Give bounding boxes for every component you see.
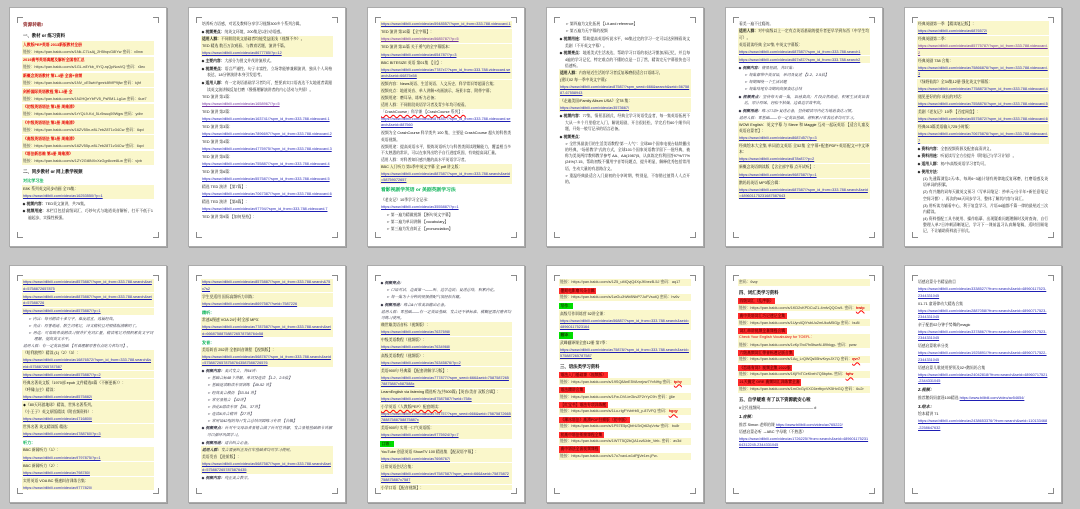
text-line: 英语晨读经典 全37集 中英文字幕版： [738,41,870,48]
document-page-2 [188,7,346,247]
bullet-item: ◆ 适用人群：有一定英语基础学习者均可，想要真实口语表达不太地道者需跟读英文演讲稿反复打磨（慢慢理解演讲者的内心活动与共情）。 [201,80,333,93]
document-page-7 [9,265,167,503]
bullet-item: ◆ 视频亮点：针对中文母语者易错音做了针对性讲解，发音易错基础细节讲解可以循环巩固学习。 [201,425,333,438]
numbered-item: (2) 有兴趣的词每天做英文预习（写单词笔记：抄单元/分半年+新任意笔记空间习惯）、再次的98天同步学习，整体了解其内容与词汇。 [923,190,1048,201]
text-line: 01-71 童谣律动大精选合集 [918,301,963,306]
text-line: WOW English：英文字幕 与 Steve 和 Maggie 互动一起玩英语 【适合儿童及英语启蒙者】： [739,122,869,134]
resource-title-red: 《中级英语语法 第2册 周维清》 [22,120,154,127]
password-value: qvr7 [852,357,861,362]
hyperlink[interactable]: https://www.bilibili.com/video/av867x87/?spm_id_from=333.788.search2 [738,56,870,63]
resource-title-red: 《初级英语语法 第1册 周维清》 [22,104,154,111]
red-highlight-title: 高中语法全套视频课程 [560,447,599,452]
text-line: 鹅妈妈英语 MP3版合辑： [738,179,870,186]
text-line: 适用人群：零基础——有一定英语基础、想积累日常表达者均可学习。 [739,115,857,120]
document-page-8 [188,265,346,503]
sub-bullet-item: ➢ 亮点：原著地道、附生词笔记，译文精校且对照排版清晰明了。 [28,323,154,330]
sub-bullet-item: ➢ 连读&吞音精讲 【27讲】 [207,410,333,417]
text-line: 精选 TED 演讲 【第7篇】： [202,184,250,189]
hyperlink[interactable]: https://www.bilibili.com/video/av7x4757/?spm_seed=666&seid=7587587266578887588758875887x [381,411,511,423]
audience-line: 适用人群：对中高级以上一定有点英语基础的提升者更早学到东西（中学生均可）。 [739,29,870,40]
resource-title-red: 2019高考英语真题及解析全国卷汇总 [22,57,154,64]
text-line: BBC 新闻听力（1）： [22,447,154,454]
hyperlink[interactable]: https://www.bilibili.com/video/av4775975/?spm_id_from=333.788.videocard.3 [202,146,332,151]
resource-title-red: 剑桥国际英语教程 第1-3册 全 [22,88,154,95]
sub-bullet-item: ➢ 浊化&弱读专项 【35、37讲】 [207,403,333,410]
text-line: BBC 入门听力 第1季中英文字幕 全 pdf 讲义版： [380,164,512,171]
text-line: #全民视频网—————————————— # [739,406,817,411]
page-text-area [22,279,154,490]
hyperlink[interactable]: https://www.bilibili.com/video/av687587/?spm_id_from=333.788.search1 [738,48,870,55]
hyperlink[interactable]: https://www.bilibili.com/video/av9775924/?p=7 [380,432,512,439]
hyperlink[interactable]: https://www.bilibili.com/video/av9777820/ [22,484,154,490]
password-value: hwlp [855,305,865,310]
link-password-line: 链接：https://pan.baidu.com/s/1Aq_LrQWQs55hvKryvJX7Q 密码：qvr7 [738,356,870,363]
text-line: 语感启蒙儿歌使用要领及02+鹅妈妈合集 [918,365,986,370]
text-line: YouTube 创意英语 ShowTV 100 精选集 【配双语字幕】： [380,448,512,455]
audience-line: 适用人群：不同阶段英文基础者均能受益匪浅（视频不多）。 [201,36,333,43]
text-line: 世界名著 英文精读版 精选： [22,424,154,431]
text-line: 美语900句 经典篇 【配套讲解学习版】： [380,367,512,374]
hyperlink[interactable]: https://www.bilibili.com/video/av85775787/?spm_id_from=333.788.videocard.2 [918,44,1048,55]
hyperlink[interactable]: https://www.bilibili.com/video/av76345876/?p=2 [380,359,512,366]
bullet-item: ◆ 视频亮点：坚持每天看一集，语感真高；片段自然地道，积累生活英语表达，原汁原味，轻松不枯燥，边看边学效率高。 [738,93,870,106]
hyperlink[interactable]: https://www.bilibili.com/video/av8687d57/?p=3 [738,135,870,142]
text-line: 经典名著英文版（1970部 epub 文件精选5篇（不断更新））： [22,379,154,386]
section-heading: 五、自学疑难 有了以下资源就安心啦 [739,396,811,402]
text-line: 培养听力语感，对话及教师分享学习视频300多个系列合辑。 [202,22,304,27]
text-line: 语感启蒙分书精品曲目 [918,280,956,285]
bullet-item: ◆ 资料内容：全套视频资源及配套高清讲义。 [917,145,1049,152]
link-password-line: 链接：https://pan.baidu.com/s/1P57E5pQbfrU3rQr62qVvlw 密码：bu8r [559,423,691,430]
sub-bullet-item: ➢ 每一集为十分钟的视频搭配气氛轻松有趣。 [386,294,512,301]
sub-bullet-item: ➢ 用途：可帮助养成精读习惯并扩充词汇量，精读笔记对照积累英文字词理解，提高英文水平。 [28,330,154,343]
text-line: 适用人群：零基础——有一定英语基础、发音还不够标准、模糊还需打磨者均可练习使用。 [381,310,511,321]
link-password-line: 链接：https://pan.baidu.com/s/1NJHQeYbFV5_PsRM1-Lg1w 密码：6ue7 [22,95,154,102]
text-line: 语感启蒙必听 →ABC 字母歌（不熟悉） [739,429,806,434]
page-text-area [738,21,870,234]
text-line: 经典英剧第一季 【精读笔记版】： [917,21,1049,28]
inline-hyperlink[interactable]: https://www.bilibili.com/video/av765222/ [775,422,843,427]
hyperlink[interactable]: https://www.bilibili.com/video/av1726225/?from=search&seid=48960117523164312245-2344331045 [739,437,869,448]
hyperlink[interactable]: https://www.bilibili.com/video/av24042818/?from=search&seid=48960717521-2344331045 [918,372,1048,383]
hyperlink[interactable]: https://www.bilibili.com/video/av6876572/ [917,28,1049,35]
hyperlink[interactable]: https://www.bilibili.com/video/av557587/?spm_id_from=333.788.videocard.5 [202,176,330,181]
sub-bullet-item: ➢ 第五遍为无字幕的视频 [565,28,691,35]
hyperlink[interactable]: https://www.bilibili.com/video/av878x87/?p=2 [738,156,870,163]
document-page-5 [725,7,883,247]
green-subheading: 听力： [23,439,36,445]
page-text-area [917,279,1049,490]
text-line: TED 精选 数百万次观看、与教育话题，演讲千篇。 [201,43,333,50]
link-password-line: 链接：https://pan.baidu.com/s/1wGuJhWr8NbP7JuFVsutQ 密码：hv6v [559,294,691,301]
password-value: hgqy [668,409,678,414]
hyperlink[interactable]: https://www.bilibili.com/video/av8677785/?p=12 [201,50,333,57]
hyperlink[interactable]: https://www.bilibili.com/video/av2438653376/?from=search&seid=110133468-2258647632 [918,419,1048,430]
hyperlink[interactable]: https://www.bilibili.com/video/av7896697/?spm_id_from=333.788.videocard.2 [202,131,332,136]
hyperlink[interactable]: https://www.bilibili.com/video/av874857/?spm_id_from=333.788.videocard.search&seid=887560 [381,117,511,128]
hyperlink[interactable]: https://www.bilibili.com/video/av8575887/?spm_id_from=333.788.search&75x7s2 [201,279,333,292]
sub-bullet-item: ➢ 基础连读略读专项训练 【49-52 讲】 [207,382,333,389]
hyperlink[interactable]: https://www.bilibili.com/video/av8575887/?p=1 [22,308,154,315]
sub-bullet-item: ➢ 常用语42组的每日发音总结巩固练习专项 【合辑】 [207,417,333,424]
hyperlink[interactable]: https://www.bilibili.com/video/av7787587/?spm_id_from=333.788.search&seid=666875887588726578758764x58 [201,324,333,337]
hyperlink[interactable]: https://www.bilibili.com/video/av755887/?spm_id_from=333.788.videocard.4 [202,161,330,166]
text-line: BBC BITESIZE 英语 第01集 【全】： [380,59,512,66]
bullet-item: ◆ 视频用途：练音&日常美语输出必备。 [380,302,512,309]
hyperlink[interactable]: https://www.bilibili.com/video/av97587587/?spm_seed=666&seid=75875872758875887x7587 [380,470,512,483]
red-highlight-title: 【红宝书】语法专项训练题 [560,402,607,407]
bullet-item: ◆ 视频内容：美式发音，共54讲： [201,368,333,375]
document-page-12 [904,265,1062,503]
hyperlink[interactable]: https://www.bilibili.com/video/av7637698/ [380,329,512,336]
text-line: TED 演讲 第4篇： [202,139,233,144]
hyperlink[interactable]: https://www.bilibili.com/video/av4716800/ [22,415,154,422]
text-line: 《老友记》10季学习全记录： [381,197,431,202]
red-highlight-title: 语法精讲合集 [560,387,584,392]
text-line: 视频用途：磨耳朵、练听力必备； [380,95,512,102]
bullet-item: ◆ 资料用途：听说读写全方位提升（附笔记与学习计划）。 [917,153,1049,160]
link-password-line: 链接：https://pan.baidu.com/s/1vKp7bd7fn5tswN-89hkgy- 密码：pwsr [738,341,870,348]
green-section-title: 看影视剧学英语 or 美剧英剧学习法 [381,187,456,193]
section-heading: 二、同步教材 or 网上教学视频 [23,168,83,174]
bullet-item: ◆ 视频用途：适合纠音必备。 [201,439,333,446]
link-password-line: 链接：https://pan.baidu.com/s/1Fw-DVLieGkvZF2rYyC9h 密码：jj6e [559,393,691,400]
red-highlight-title: 词汇串讲视频全套课程合辑 [739,328,786,333]
text-line: 经典英剧 738 合集： [917,57,1049,64]
green-highlight-label: 翻译： [560,333,572,338]
sub-bullet-item: ➢ 内容：每刊精读十多万字，难度适宜，选篇经典。 [28,316,154,323]
text-line: 高级写作训练营 52讲全课： [559,310,691,317]
red-highlight-title: 《薄冰语法》高清PDF扫描版（初中版） [560,417,629,422]
hyperlink[interactable]: https://www.bilibili.com/video/av8575887/?spm_id_from=333.788.search&seid=5758872657875 [22,279,154,292]
bullet-item: ◆ 适用人群：初/中/高级英语学习者均可。 [917,161,1049,168]
link-password-line: 链接：https://pan.baidu.com/s/1Lu-rIgFYvbfrb5_y-87VFQ 密码：hgqy [559,408,691,415]
hyperlink[interactable]: https://www.bilibili.com/video/av16876572/?spm_id_from=333.788.search&seid=575887265787587 [22,357,154,370]
text-line: 《小王子》英文原版精读（附音频资料）： [22,408,154,415]
inline-hyperlink[interactable]: https://www.bilibili.com/video/av54654/ [959,395,1025,400]
bullet-item: ◆ 视频亮点： [559,133,691,140]
link-password-line: 链接：https://pan.baidu.com/s/1NV_cE5wbYgmrk8fVfP9jfw 密码：kjhf [22,80,154,87]
resource-title-red: 《语法新思维 第4册 周维清》 [22,151,154,158]
hyperlink[interactable]: https://www.bilibili.com/video/av70675876/?spm_id_from=333.788.videocard.7 [918,132,1048,143]
resource-title-red: 新概念英语教材 第1-4册 全套+音频 [22,73,154,80]
text-line-with-link: 推荐鹅妈妈童谣100精选 https://www.bilibili.com/video/av54654/ [918,395,1025,400]
sub-bullet-item: ➢ 第四遍为文化拓展 【Lit.and reference】 [565,21,691,28]
sub-bullet-item: ➢ 每集结尾有当期的高频表达总结 [744,86,870,93]
numbered-item: ➢ 重温经典最适合入门最初的分享时期，特别是，不容错过值得人人点开的。 [565,173,690,184]
hyperlink[interactable]: https://www.bilibili.com/video/av8697587/?seid=7587226 [201,300,333,307]
green-subheading: 发音： [202,339,215,345]
hyperlink[interactable]: https://www.bilibili.com/video/av8875887/?spm_id_from=333.788.search&seid=57588726 [22,293,154,306]
hyperlink[interactable]: https://www.bilibili.com/video/av687587/?spm_id_from=333.788.search&seid=489601175231687587643 [738,186,870,199]
hyperlink[interactable]: https://www.bilibili.com/video/av87587587/?seid=758x [380,396,512,403]
hyperlink[interactable]: https://www.bilibili.com/video/av8575882/ [22,393,154,400]
page-text-area [738,279,870,490]
document-page-10 [546,265,704,503]
text-line: 视频为全 CrashCourse 科学类共 100 集，主要是 CrashCourse 超火的科普类英语视频。 [381,131,511,142]
section-heading: 四、词汇类学习资料 [739,289,779,295]
red-highlight-title: 六级高频词汇带音标速记版合集 [739,350,793,355]
link-password-line: 链接：https://pan.baidu.com/s/1Uyn4QiYsbUu2mUkuM5Gjy 密码：bu8i [738,319,870,326]
hyperlink[interactable]: https://www.bilibili.com/video/av9687587/?p=1 [738,171,870,178]
sub-bullet-item: ➢ 基础音标48个讲解，单词及连读 【1.2、2.5倍】 [207,375,333,382]
spellcheck-underlined-line: 「CrashCourse」科学课 【CrashCourse 系列】： [381,109,466,114]
hyperlink[interactable]: https://www.bilibili.com/video/av777877/?spm_seed=666&seid=758758726578875887x587588x [380,374,512,387]
text-line: 绘本精讲 71 [918,412,939,417]
link-password-line: 链接：https://pan.baidu.com/s/1GL-n8Ykb_9YQ-rqQpNcsVQ 密码：r3ec [22,64,154,71]
link-password-line: 密码：6vqr [738,279,870,286]
sub-bullet-item: ➢ 每期围绕一个生活话题 [744,78,870,85]
hyperlink[interactable]: https://www.bilibili.com/video/av7067387/?spm_id_from=333.788.videocard.6 [202,191,332,196]
text-line: 美语发音 【进阶版】： [201,453,333,460]
sub-bullet-item: ➢ 第二遍为单词讲解 【vocabulary】 [386,219,512,226]
text-line: 学生党适用 国际高频听力训练： [201,293,333,300]
hyperlink[interactable]: https://www.bilibili.com/video/av1658967/?p=5 [202,101,280,106]
numbered-item: (1) 先通篇浏览2天/本，每周6~3遍计划有规律地反复琢磨，打磨语感及英语单词的积累。 [923,177,1048,188]
text-line: 美语纠音 252讲 全套纠音课程 【视频版】： [201,347,333,354]
hyperlink[interactable]: https://www.bilibili.com/video/av163741/?spm_id_from=333.788.videocard.1 [202,116,330,121]
hyperlink[interactable]: https://www.bilibili.com/video/av9797875/?p=1 [22,454,154,461]
link-password-line: 链接：https://pan.baidu.com/s/17o7vavLw1dPjjVe1er-jPw- [559,453,691,460]
red-highlight-title: 暑期电影磨耳朵合辑 [560,288,595,293]
text-line: 视频用途：提高英语水平，锻炼英语听力与科普类阅读理解能力，覆盖相当多不太熟悉的常识，可以在家列出给予自行进度巩固，有效提高词汇量。 [381,144,511,155]
page-text-area [917,21,1049,234]
text-line: 适用人群：有一定英语基础 【对看理解原著有点吃力者均可】。 [23,344,131,349]
document-page-9 [367,265,525,503]
doc-title: 资源转载! [23,22,43,28]
hyperlink[interactable]: https://www.bilibili.com/video/av3555887/?p=1 [381,204,459,209]
text-line: 《走遍美国/Family Album USA》全78 集： [559,98,691,105]
text-line: 高级美语教程（视频版）： [380,352,512,359]
text-line: 视频内容：News英语、生活英语、人文历史、科学常识等超清合集； [380,80,512,87]
text-line: E8K 系列英文同步动画 全75集： [22,185,154,192]
text-line: 美剧《老友记》10季 【百度网盘】： [917,109,1049,116]
text-line: TED 演讲 第3篇： [202,124,233,129]
hyperlink[interactable]: https://www.bilibili.com/video/av75866876/?spm_id_from=333.788.videocard.3 [918,65,1048,77]
bold-label: 1.音频： [739,414,756,420]
numbered-item: ➢ 全世界最流行的生活美语教程“第一人气”：全球80个国家电视台陆续播出的经典，“场景教学”式的方式，全球101个国家英语教学留下一批经典，被称为美英两岸教师教学参考 AA、AA(1987)5，认真练完有利回答97%/77%(24%)7.15，帮助初级不懂用字音等问题点，提升明显，解释优秀包括常用语，生动大量的有思路含义。 [565,141,690,171]
text-line: 赖世雄美语音标（视频版）： [380,322,512,329]
text-line: TED 演讲 第5篇： [202,154,233,159]
link-password-line: 链接：https://pan.baidu.com/s/1rYQL9-Kd_5Lr5wuq59Wgw 密码：ydbr [22,111,154,118]
section-heading: 三、语法类学习资料 [560,363,600,369]
link-password-line: 链接：https://pan.baidu.com/s/16ZV55p-e8L7eb28T1v34Cw 密码：6qvl [22,142,154,149]
bullet-item: ◆ 视频用途：帮助提高英语听说水平，90集过完的学习一定可以达到裸看英文美剧（不开英文字幕）。 [559,36,691,49]
hyperlink[interactable]: https://www.bilibili.com/video/av3338527/?from=search&seid=48960117523-2344331045 [918,287,1047,298]
link-password-line: 链接：https://pan.baidu.com/s/1KD2vKPDCuZ1-4mfvQQCw9- 密码：hwlp [738,304,870,311]
password-value: fqfw [845,372,854,377]
sub-bullet-item: ➢ 第三遍为发音纠正 【pronunciation】 [386,226,512,233]
bullet-item: ◆ 视频亮点： [380,280,512,287]
hyperlink[interactable]: https://www.bilibili.com/video/av4788760/?p=3 [22,431,154,438]
text-line: LearnEnglish via listening 精选听力(共500篇)【英音/美音 双版合辑】： [380,389,512,396]
page-text-area [22,21,154,234]
text-line: (建议02 每一季中英文字幕)： [559,77,691,84]
bullet-item: ◆ 视频内容：77集，情景喜剧式，经典全学习英语受益者，每一集英语拓展不大从一多个月里稳定入门，解说短剧，开合很轻松，学完后有60个细节问题，开始一般写记录的语言必备。 [559,113,691,133]
text-line: TED 演讲 第6篇： [202,169,233,174]
document-page-1 [9,7,167,247]
hyperlink[interactable]: https://www.bilibili.com/video/av7634968/ [380,344,512,351]
text-line: 美语900句 实用一口气英语版： [380,425,512,432]
text-line: 武峰翻译课全套12册 第7季： [559,340,691,347]
text-line: 实用英语 VOA BC 慢速纠音训练合集： [22,477,154,484]
hyperlink[interactable]: https://www.bilibili.com/video/av75878/?spm_id_from=333.788.search&seid=575887265787587 [559,347,691,360]
link-password-line: 链接：https://pan.baidu.com/s/16ZV55n-e8L7ebZ8T1v34Cw 密码：6qvl [22,127,154,134]
text-line: 语感启蒙歌单分类 [918,344,949,349]
password-value: tphy [673,379,682,384]
hyperlink[interactable]: https://www.bilibili.com/video/av16253550/?p=1 [22,192,154,199]
hyperlink[interactable]: https://www.bilibili.com/video/av8575887/?p=2 [22,371,154,378]
hyperlink[interactable]: https://www.bilibili.com/video/av7758873/?spm_id_from=333.788.videocard.4 [918,87,1048,92]
bullet-item: ◆ 视频内容：情景短剧，共37集： [738,64,870,71]
text-line: 视频亮点：地道英音、单人讲解+动画演示，场景丰富、附带字幕； [380,88,512,95]
text-line: 《绿野仙踪》全34集12册 强化英文字幕版： [917,79,1049,86]
text-line: 中级美语教程（视频版）： [380,337,512,344]
hyperlink[interactable]: https://www.bilibili.com/video/av1925891/?from=search&seid=48960717522-2344331045 [918,351,1047,362]
numbered-item: (4) 资料搭配工具书使用、操作临摹、出现疑难问题理解时及时查询，自行整理入单7日冲刺清晰笔记，学习下一课前温习认真解笔稿，适时回顾笔记，不让辅助资料流于形式。 [923,216,1048,234]
text-line: 新概念英语朗读版 【含全部字幕 点开试听】： [738,164,870,171]
page-text-area [559,21,691,234]
sub-bullet-item: ➢ 常见易错音 【42讲】 [207,396,333,403]
link-password-line: 链接：https://pan.baidu.com/s/1W7T5Q2bQA1cv8Jde_Veb- 密码：av3d [559,438,691,445]
bullet-item: ◆ 使用方法： [917,169,1049,176]
hyperlink[interactable]: https://www.bilibili.com/video/av887587/?spm_id_from=333.788.search&seid=58759072657 [380,171,512,184]
hyperlink[interactable]: https://www.bilibili.com/video/av5687587/?spm_id_from=333.788.search&seid=5758872657875876435 [201,460,333,473]
text-line: 常速&慢速 VOA 24小时全部 MP3： [201,317,333,324]
text-line: ◆《80天环游地球》精读，世界名著系列。 [22,401,154,408]
link-password-line: 链接：https://pan.baidu.com/s/1mOxGyXXC6erfbyvVK5HvGQ 密码：6u2r [738,386,870,393]
page-text-area [380,21,512,234]
hyperlink[interactable]: https://www.bilibili.com/video/av798780/ [22,469,154,476]
green-highlight-label: 口语： [381,441,393,446]
bullet-item: ◆ 主要内容：大部分为图文并茂讲演形式。 [201,58,333,65]
bold-label: 3.绘本： [918,403,935,409]
sub-bullet-item: ➢ 经典美音模仿 【53-54 讲】 [207,389,333,396]
hyperlink[interactable]: https://www.bilibili.com/video/av97794/?spm_id_from=333.788.videocard.7 [202,207,328,211]
red-text-line: Check Your English Vocabulary for TOEFL： [738,334,870,341]
bullet-item: ◆ 视频亮点：语言严谨性、句子丰富性、立场等能够兼顾演讲，独具个人风格表达，18分钟演讲本身引发思考。 [201,66,333,79]
red-highlight-title: 21天搞定 GRE 高频词汇训练营全套 [739,380,800,385]
document-page-6 [904,7,1062,247]
hyperlink[interactable]: https://www.bilibili.com/video/av3378867/?from=search&seid=48960717523-2344331045 [918,330,1047,341]
text-line: TED 演讲 第2篇： [202,109,233,114]
audience-line: 适用人群：发音需要纠正及打牢基础者均可学习使用。 [201,446,333,453]
resource-title-red: 《高级英语语法 第3册 周维清》 [22,135,154,142]
hyperlink[interactable]: https://www.bilibili.com/video/av87587/?spm_seed=666&search&seid=5675887-67558943 [560,84,690,96]
link-password-line: 链接：https://pan.baidu.com/s/1Z5_uMQvjQ4XpJKbezB-5J 密码：aq17 [559,279,691,286]
text-line: 《哈利波特》精读 (1)（2）（3）： [22,350,154,357]
text-line: TED 演讲 第11篇 关于勇气的全字幕版本： [380,44,512,51]
text-line: 适用人群：不同阶段英语学习者及青少年均可观看。 [380,102,512,109]
red-highlight-title: 四级词汇（乱序版） [739,299,774,304]
link-password-line: 链接：https://pan.baidu.com/s/19SQ8AnE5VAmrjvw7YvNHg 密码：tphy [559,378,691,385]
red-highlight-title: 高中英语词汇巧记速记全集 [739,313,786,318]
hyperlink[interactable]: https://www.bilibili.com/video/av3573667/ [559,105,691,112]
bullet-item: ◆ 视频用途：练习口语+复述必备，坚持跟读可内化为地道表达习惯。 [738,107,870,114]
page-text-area [559,279,691,490]
hyperlink[interactable]: https://www.bilibili.com/video/av56887/?spm_id_from=333.788.search&seid=48960117523164 [559,317,691,330]
spellcheck-underlined-line: 小学英语（人教版PEP）配套朗读： [380,404,512,411]
page-text-area [201,279,333,490]
text-line: 经典013篇美语输入725小时版： [917,124,1049,131]
text-line: 《呼啸山庄》精读： [22,386,154,393]
hyperlink[interactable]: https://www.bilibili.com/video/av5685787/?p=5 [380,36,512,43]
sub-bullet-item: ➢ 口语对话、边看第一——听、边学边说；复述总结，积累内化。 [386,287,512,294]
document-page-4 [546,7,704,247]
red-highlight-title: 初高中语法衔接课程全集 [560,432,603,437]
hyperlink[interactable]: https://www.bilibili.com/video/av568787/?spm_id_from=333.788.search&seid=575887265787587643587588726576 [201,354,333,367]
text-line: TED 演讲 第9篇 【如何坚持】： [202,215,257,220]
text-line-with-link: 推荐 Simon 老师的课 https://www.bilibili.com/video/av765222/ [739,422,843,427]
green-subheading: 精听： [202,309,215,315]
hyperlink[interactable]: https://www.bilibili.com/video/av654787/?p=3 [380,51,512,58]
hyperlink[interactable]: https://www.bilibili.com/video/av5575872/?spm_id_from=333.788.videocard.6 [918,117,1048,122]
bullet-item: ◆ 视频用途：本栏目包括高级词汇、巧妙句式与地道英音解析，打开不低于1遍起步，实操性极强。 [22,208,154,221]
green-subheading: 对比学习法 [23,178,44,183]
hyperlink[interactable]: https://www.bilibili.com/video/av7698767/ [380,455,512,462]
bold-label: 2.视频： [918,386,935,392]
bullet-item: ◆ 视频亮点：纯英文环境，200集足以拉动语感。 [201,29,333,36]
document-page-3 [367,7,525,247]
link-password-line: 链接：https://pan.baidu.com/s/1Nk-C7LsAj_2H5hqvG8IYw 密码：x0nw [22,48,154,55]
bullet-item: ◆ 视频内容：纯正美音教学。 [201,475,333,482]
red-highlight-title: 语法入门基础课（视频版） [560,373,607,378]
link-password-line: 链接：https://pan.baidu.com/s/1KjFbTCeKbeh7Q5bpfw- 密码：fqfw [738,371,870,378]
text-line: TED 演讲 第1篇： [202,94,233,99]
hyperlink[interactable]: https://www.bilibili.com/video/av2887058/?from=search&seid=48960717523-2344331045 [918,308,1047,319]
text-line: BBC 新闻听力（2）： [22,462,154,469]
text-line: 日常英语会话合集： [380,463,512,470]
hyperlink[interactable]: https://www.bilibili.com/video/av5948557/?spm_id_from=333.788.videocard.1 [381,22,511,27]
section-heading: 一、教材 or 练习资料 [23,33,65,39]
text-line: 遇见更好的你 成长的对话： [917,94,1049,101]
text-line: 看美一遍不过瘾的。 [739,22,774,27]
resource-title-red: 人教版PEP英语 2013新版教材全册 [22,41,154,48]
hyperlink[interactable]: https://www.bilibili.com/video/av7787x7/?spm_id_from=333.788.videocard.search&seid=66875x58 [381,67,511,78]
link-password-line: 链接：https://pan.baidu.com/s/1ZY2Gt8NXvXzGgr8cve8Lw 密码：vjvb [22,158,154,165]
sub-bullet-item: ➢ 第一遍为精做视频 【断句英文字幕】 [386,212,512,219]
hyperlink[interactable]: https://www.bilibili.com/video/av7558876/?spm_id_from=333.788.videocard.5 [918,102,1048,107]
text-line: 经典英剧第二季： [917,36,1049,43]
document-page-11 [725,265,883,503]
text-line: 精选 TED 演讲 【第8篇】： [202,199,250,204]
text-line: 经典绘本大全集 单词韵文英语 全52集 全字幕+配套PDF+英语配文+中文译本： [739,144,869,155]
sub-bullet-item: ➢ 每集都带中英双语，单词及复述 【1.2、2.5倍】 [744,71,870,78]
page-text-area [380,279,512,490]
text-line: 适用人群：对科普知识感兴趣的高水平英语学习者。 [381,157,469,162]
text-line: 亲子配套02分钟手势舞的magic [918,323,971,328]
bullet-item: ◆ 视频亮点：地道美式生活表达，帮助学习口语的表达习惯加深记忆，并且每4遍的学习记忆，特定难点的不懂的点是一目了然，精读完无字幕很快也可倍速听。 [559,50,691,70]
bullet-item: ◆ 视频内容：TED英文演讲，共75集。 [22,200,154,207]
green-highlight-label: 写作： [560,303,572,308]
text-line: TED 演讲 第10篇 【全字幕】： [380,29,512,36]
text-line: 小学口语 【配音视频】： [380,485,512,490]
audience-line: 适用人群：内容贴近生活的学习者反复琢磨很适合口语练习。 [559,69,691,76]
numbered-item: (3) 用听读为辅看中心，利于复盘学习，片语44遍都千篇一律的最贴近三次内精读。 [923,203,1048,214]
page-text-area [201,21,333,234]
red-highlight-title: 《恋练有词》视频全集 2022版 [739,365,791,370]
